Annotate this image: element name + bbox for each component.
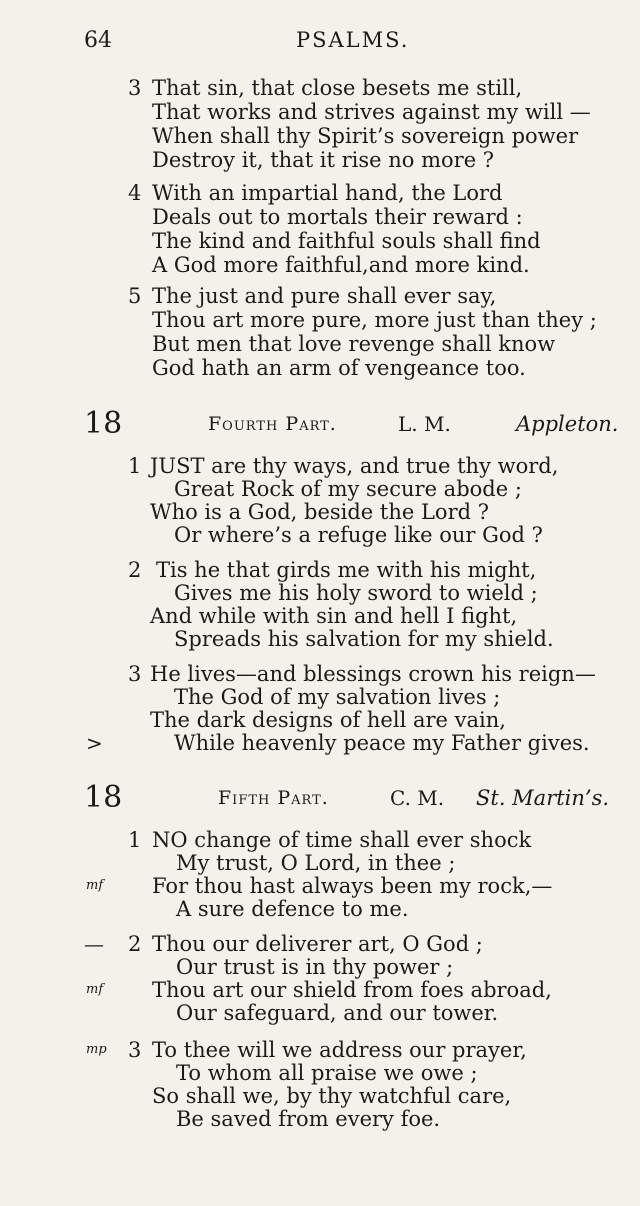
verse-line: Destroy it, that it rise no more ? xyxy=(152,148,495,172)
dynamic-marking: mp xyxy=(86,1042,107,1057)
running-title: PSALMS. xyxy=(296,28,410,52)
stanza-number: 5 xyxy=(128,284,142,308)
verse-line: Great Rock of my secure abode ; xyxy=(174,477,522,501)
verse-line: For thou hast always been my rock,— xyxy=(152,874,553,898)
verse-line: My trust, O Lord, in thee ; xyxy=(176,851,456,875)
stanza-number: 3 xyxy=(128,1038,142,1062)
verse-line: A sure defence to me. xyxy=(176,897,409,921)
verse-line: And while with sin and hell I fight, xyxy=(150,604,518,628)
verse-line: The God of my salvation lives ; xyxy=(174,685,501,709)
dynamic-marking: mf xyxy=(86,982,104,997)
verse-line: When shall thy Spirit’s sovereign power xyxy=(152,124,579,148)
verse-line: So shall we, by thy watchful care, xyxy=(152,1084,512,1108)
meter-label: L. M. xyxy=(398,412,451,436)
hymn-number: 18 xyxy=(84,780,123,815)
verse-line: Or where’s a refuge like our God ? xyxy=(174,523,543,547)
verse-line: The kind and faithful souls shall find xyxy=(152,229,541,253)
verse-line: Deals out to mortals their reward : xyxy=(152,205,523,229)
verse-line: While heavenly peace my Father gives. xyxy=(174,731,590,755)
meter-label: C. M. xyxy=(390,786,445,810)
hymn-heading-fifth-part xyxy=(0,778,640,818)
verse-line: A God more faithful,and more kind. xyxy=(152,253,530,277)
verse-line: Thou art more pure, more just than they ; xyxy=(152,308,597,332)
stanza-number: 2 xyxy=(128,558,142,582)
part-label: Fourth Part. xyxy=(208,413,337,435)
verse-line: Spreads his salvation for my shield. xyxy=(174,627,554,651)
stanza-number: 2 xyxy=(128,932,142,956)
verse-line: Gives me his holy sword to wield ; xyxy=(174,581,538,605)
page-header xyxy=(0,28,640,58)
verse-line: But men that love revenge shall know xyxy=(152,332,556,356)
verse-line: To whom all praise we owe ; xyxy=(176,1061,478,1085)
stanza-number: 3 xyxy=(128,662,142,686)
stanza-number: 1 xyxy=(128,828,142,852)
verse-line: He lives—and blessings crown his reign— xyxy=(150,662,596,686)
hymn-number: 18 xyxy=(84,406,123,441)
verse-line: To thee will we address our prayer, xyxy=(152,1038,527,1062)
verse-line: With an impartial hand, the Lord xyxy=(152,181,503,205)
verse-line: The dark designs of hell are vain, xyxy=(150,708,506,732)
verse-line: Who is a God, beside the Lord ? xyxy=(150,500,489,524)
tune-name: St. Martin’s. xyxy=(476,786,610,810)
dynamic-marking: mf xyxy=(86,878,104,893)
dynamic-marking: — xyxy=(84,932,104,956)
verse-line: Our safeguard, and our tower. xyxy=(176,1001,499,1025)
verse-line: NO change of time shall ever shock xyxy=(152,828,532,852)
verse-line: Tis he that girds me with his might, xyxy=(156,558,537,582)
part-label: Fifth Part. xyxy=(218,787,329,809)
stanza-number: 3 xyxy=(128,76,142,100)
verse-line: That sin, that close besets me still, xyxy=(152,76,523,100)
stanza-number: 4 xyxy=(128,181,142,205)
dynamic-marking: > xyxy=(86,731,103,755)
verse-line: The just and pure shall ever say, xyxy=(152,284,497,308)
verse-line: God hath an arm of vengeance too. xyxy=(152,356,526,380)
verse-line: Our trust is in thy power ; xyxy=(176,955,454,979)
verse-line: Be saved from every foe. xyxy=(176,1107,441,1131)
verse-line: JUST are thy ways, and true thy word, xyxy=(150,454,559,478)
verse-line: Thou our deliverer art, O God ; xyxy=(152,932,483,956)
stanza-number: 1 xyxy=(128,454,142,478)
tune-name: Appleton. xyxy=(516,412,619,436)
page-number: 64 xyxy=(84,28,112,53)
verse-line: Thou art our shield from foes abroad, xyxy=(152,978,552,1002)
verse-line: That works and strives against my will — xyxy=(152,100,591,124)
hymn-heading-fourth-part xyxy=(0,404,640,444)
